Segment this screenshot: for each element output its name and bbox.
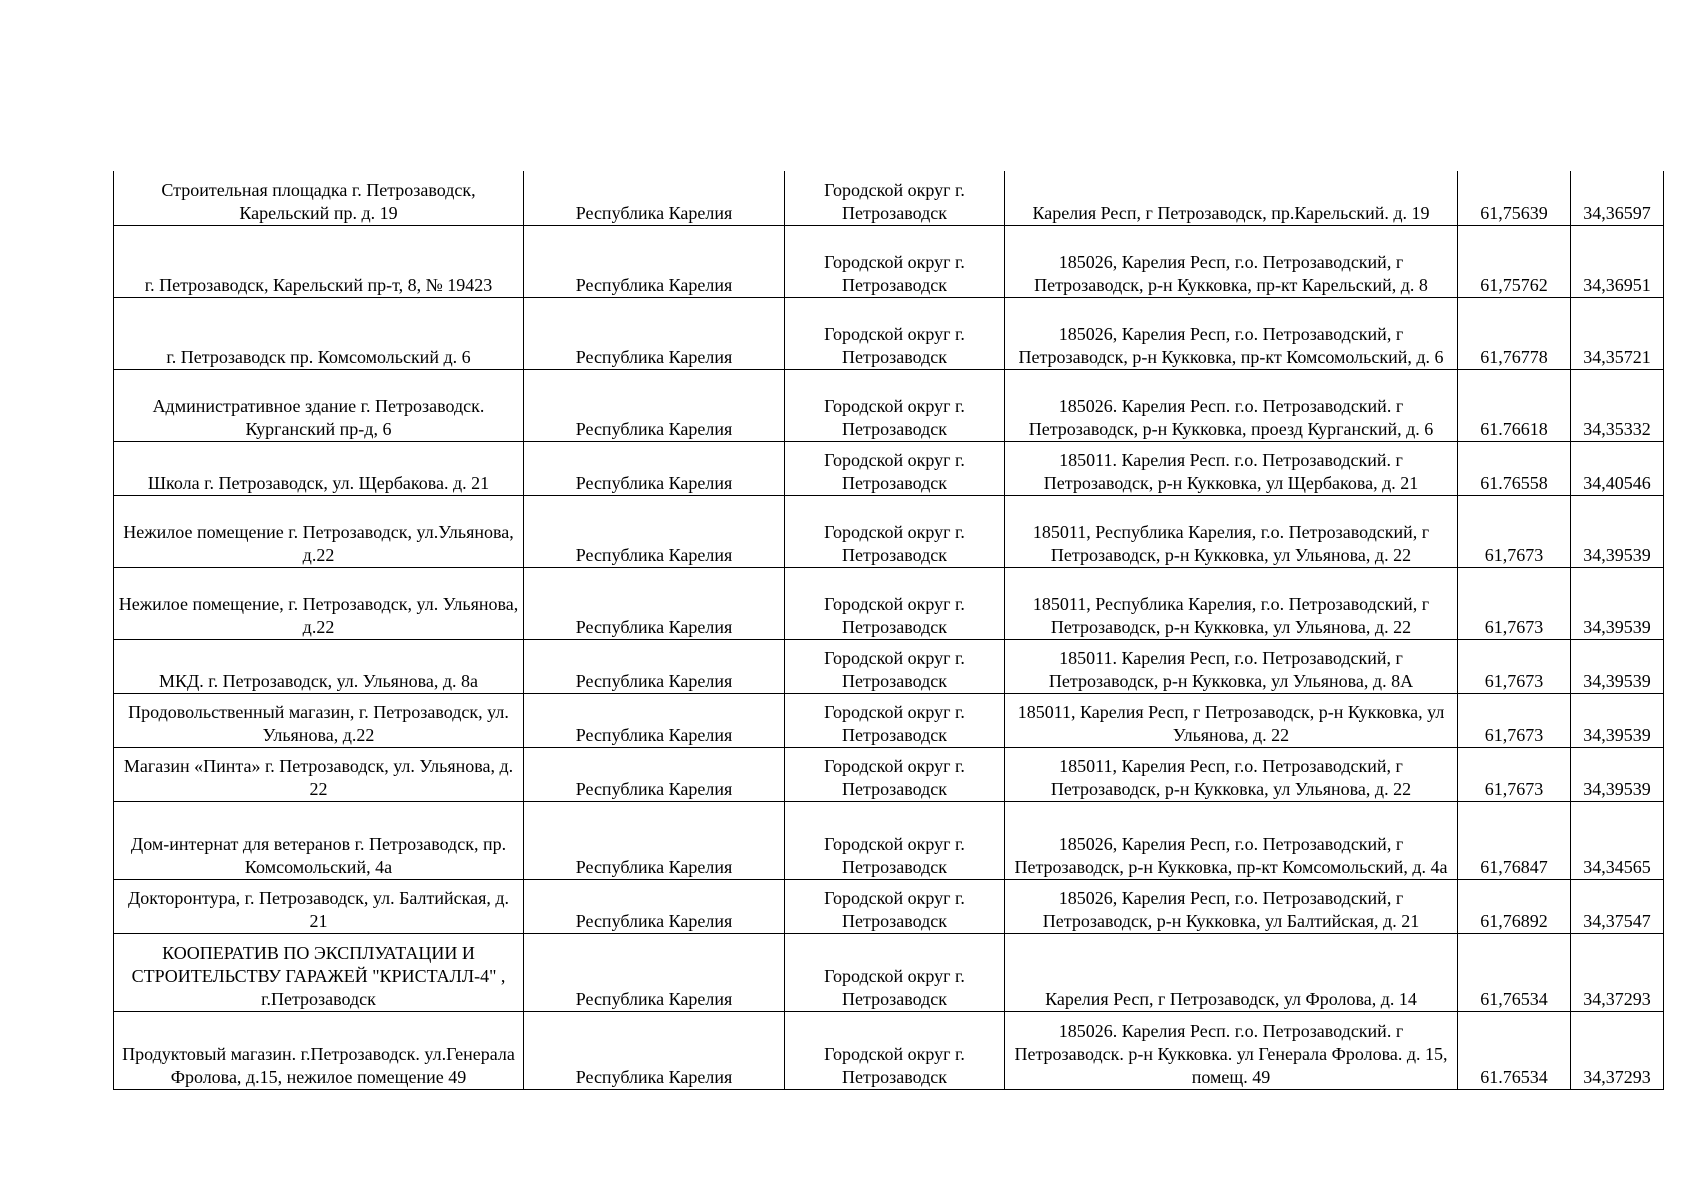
address-cell: 185026. Карелия Респ. г.о. Петрозаводский. г Петрозаводск, р-н Кукковка, проезд Курганский, д. 6: [1005, 369, 1458, 441]
district-cell: Городской округ г. Петрозаводск: [785, 693, 1005, 747]
table-row: [114, 567, 1664, 639]
longitude-cell: 34,37293: [1571, 933, 1664, 1011]
table-row: [114, 933, 1664, 1011]
object-name-cell: Продуктовый магазин. г.Петрозаводск. ул.Генерала Фролова, д.15, нежилое помещение 49: [114, 1011, 524, 1089]
district-cell: Городской округ г. Петрозаводск: [785, 639, 1005, 693]
region-cell: Республика Карелия: [524, 171, 785, 225]
region-cell: Республика Карелия: [524, 297, 785, 369]
longitude-cell: 34,37547: [1571, 879, 1664, 933]
longitude-cell: 34,39539: [1571, 747, 1664, 801]
address-cell: 185011. Карелия Респ, г.о. Петрозаводский, г Петрозаводск, р-н Кукковка, ул Ульянова, д. 8А: [1005, 639, 1458, 693]
district-cell: Городской округ г. Петрозаводск: [785, 225, 1005, 297]
region-cell: Республика Карелия: [524, 369, 785, 441]
district-cell: Городской округ г. Петрозаводск: [785, 747, 1005, 801]
latitude-cell: 61,76847: [1458, 801, 1571, 879]
longitude-cell: 34,39539: [1571, 567, 1664, 639]
address-cell: Карелия Респ, г Петрозаводск, ул Фролова, д. 14: [1005, 933, 1458, 1011]
region-cell: Республика Карелия: [524, 747, 785, 801]
region-cell: Республика Карелия: [524, 933, 785, 1011]
object-name-cell: Школа г. Петрозаводск, ул. Щербакова. д. 21: [114, 441, 524, 495]
address-cell: 185026, Карелия Респ, г.о. Петрозаводский, г Петрозаводск, р-н Кукковка, ул Балтийская, д. 21: [1005, 879, 1458, 933]
region-cell: Республика Карелия: [524, 495, 785, 567]
address-cell: 185011, Карелия Респ, г.о. Петрозаводский, г Петрозаводск, р-н Кукковка, ул Ульянова, д. 22: [1005, 747, 1458, 801]
latitude-cell: 61,76778: [1458, 297, 1571, 369]
table-row: [114, 747, 1664, 801]
latitude-cell: 61,75762: [1458, 225, 1571, 297]
region-cell: Республика Карелия: [524, 693, 785, 747]
longitude-cell: 34,36951: [1571, 225, 1664, 297]
latitude-cell: 61,76892: [1458, 879, 1571, 933]
longitude-cell: 34,36597: [1571, 171, 1664, 225]
address-cell: 185011, Республика Карелия, г.о. Петрозаводский, г Петрозаводск, р-н Кукковка, ул Ульянова, д. 22: [1005, 495, 1458, 567]
longitude-cell: 34,35332: [1571, 369, 1664, 441]
district-cell: Городской округ г. Петрозаводск: [785, 1011, 1005, 1089]
object-name-cell: Продовольственный магазин, г. Петрозаводск, ул. Ульянова, д.22: [114, 693, 524, 747]
region-cell: Республика Карелия: [524, 441, 785, 495]
latitude-cell: 61.76534: [1458, 1011, 1571, 1089]
object-name-cell: Дом-интернат для ветеранов г. Петрозаводск, пр. Комсомольский, 4а: [114, 801, 524, 879]
table-row: [114, 495, 1664, 567]
latitude-cell: 61,7673: [1458, 567, 1571, 639]
object-name-cell: МКД. г. Петрозаводск, ул. Ульянова, д. 8а: [114, 639, 524, 693]
object-name-cell: г. Петрозаводск, Карельский пр-т, 8, № 19423: [114, 225, 524, 297]
district-cell: Городской округ г. Петрозаводск: [785, 369, 1005, 441]
district-cell: Городской округ г. Петрозаводск: [785, 879, 1005, 933]
latitude-cell: 61,7673: [1458, 639, 1571, 693]
address-cell: 185026, Карелия Респ, г.о. Петрозаводский, г Петрозаводск, р-н Кукковка, пр-кт Комсомольский, д. 6: [1005, 297, 1458, 369]
address-cell: 185011. Карелия Респ. г.о. Петрозаводский. г Петрозаводск, р-н Кукковка, ул Щербакова, д. 21: [1005, 441, 1458, 495]
latitude-cell: 61,7673: [1458, 693, 1571, 747]
table-row: [114, 225, 1664, 297]
district-cell: Городской округ г. Петрозаводск: [785, 441, 1005, 495]
object-name-cell: КООПЕРАТИВ ПО ЭКСПЛУАТАЦИИ И СТРОИТЕЛЬСТВУ ГАРАЖЕЙ "КРИСТАЛЛ-4" , г.Петрозаводск: [114, 933, 524, 1011]
address-cell: 185026, Карелия Респ, г.о. Петрозаводский, г Петрозаводск, р-н Кукковка, пр-кт Карельский, д. 8: [1005, 225, 1458, 297]
object-name-cell: г. Петрозаводск пр. Комсомольский д. 6: [114, 297, 524, 369]
address-cell: Карелия Респ, г Петрозаводск, пр.Карельский. д. 19: [1005, 171, 1458, 225]
latitude-cell: 61,76534: [1458, 933, 1571, 1011]
table-body: [114, 171, 1664, 1089]
address-cell: 185026, Карелия Респ, г.о. Петрозаводский, г Петрозаводск, р-н Кукковка, пр-кт Комсомольский, д. 4а: [1005, 801, 1458, 879]
district-cell: Городской округ г. Петрозаводск: [785, 297, 1005, 369]
latitude-cell: 61.76618: [1458, 369, 1571, 441]
longitude-cell: 34,37293: [1571, 1011, 1664, 1089]
table-row: [114, 879, 1664, 933]
table-row: [114, 441, 1664, 495]
table-row: [114, 369, 1664, 441]
region-cell: Республика Карелия: [524, 879, 785, 933]
locations-table: [113, 171, 1664, 1090]
longitude-cell: 34,40546: [1571, 441, 1664, 495]
longitude-cell: 34,35721: [1571, 297, 1664, 369]
region-cell: Республика Карелия: [524, 225, 785, 297]
latitude-cell: 61,7673: [1458, 495, 1571, 567]
address-cell: 185011, Карелия Респ, г Петрозаводск, р-н Кукковка, ул Ульянова, д. 22: [1005, 693, 1458, 747]
longitude-cell: 34,39539: [1571, 495, 1664, 567]
longitude-cell: 34,39539: [1571, 639, 1664, 693]
district-cell: Городской округ г. Петрозаводск: [785, 171, 1005, 225]
district-cell: Городской округ г. Петрозаводск: [785, 567, 1005, 639]
region-cell: Республика Карелия: [524, 1011, 785, 1089]
address-cell: 185026. Карелия Респ. г.о. Петрозаводский. г Петрозаводск. р-н Кукковка. ул Генерала Фролова. д. 15, помещ. 49: [1005, 1011, 1458, 1089]
object-name-cell: Нежилое помещение г. Петрозаводск, ул.Ульянова, д.22: [114, 495, 524, 567]
longitude-cell: 34,39539: [1571, 693, 1664, 747]
object-name-cell: Административное здание г. Петрозаводск. Курганский пр-д, 6: [114, 369, 524, 441]
object-name-cell: Строительная площадка г. Петрозаводск, Карельский пр. д. 19: [114, 171, 524, 225]
latitude-cell: 61.76558: [1458, 441, 1571, 495]
table-row: [114, 171, 1664, 225]
table-row: [114, 297, 1664, 369]
table-row: [114, 1011, 1664, 1089]
latitude-cell: 61,7673: [1458, 747, 1571, 801]
region-cell: Республика Карелия: [524, 801, 785, 879]
district-cell: Городской округ г. Петрозаводск: [785, 801, 1005, 879]
district-cell: Городской округ г. Петрозаводск: [785, 933, 1005, 1011]
latitude-cell: 61,75639: [1458, 171, 1571, 225]
object-name-cell: Докторонтура, г. Петрозаводск, ул. Балтийская, д. 21: [114, 879, 524, 933]
district-cell: Городской округ г. Петрозаводск: [785, 495, 1005, 567]
table-row: [114, 693, 1664, 747]
region-cell: Республика Карелия: [524, 639, 785, 693]
object-name-cell: Нежилое помещение, г. Петрозаводск, ул. Ульянова, д.22: [114, 567, 524, 639]
table-row: [114, 639, 1664, 693]
table-row: [114, 801, 1664, 879]
address-cell: 185011, Республика Карелия, г.о. Петрозаводский, г Петрозаводск, р-н Кукковка, ул Ульянова, д. 22: [1005, 567, 1458, 639]
region-cell: Республика Карелия: [524, 567, 785, 639]
object-name-cell: Магазин «Пинта» г. Петрозаводск, ул. Ульянова, д. 22: [114, 747, 524, 801]
longitude-cell: 34,34565: [1571, 801, 1664, 879]
